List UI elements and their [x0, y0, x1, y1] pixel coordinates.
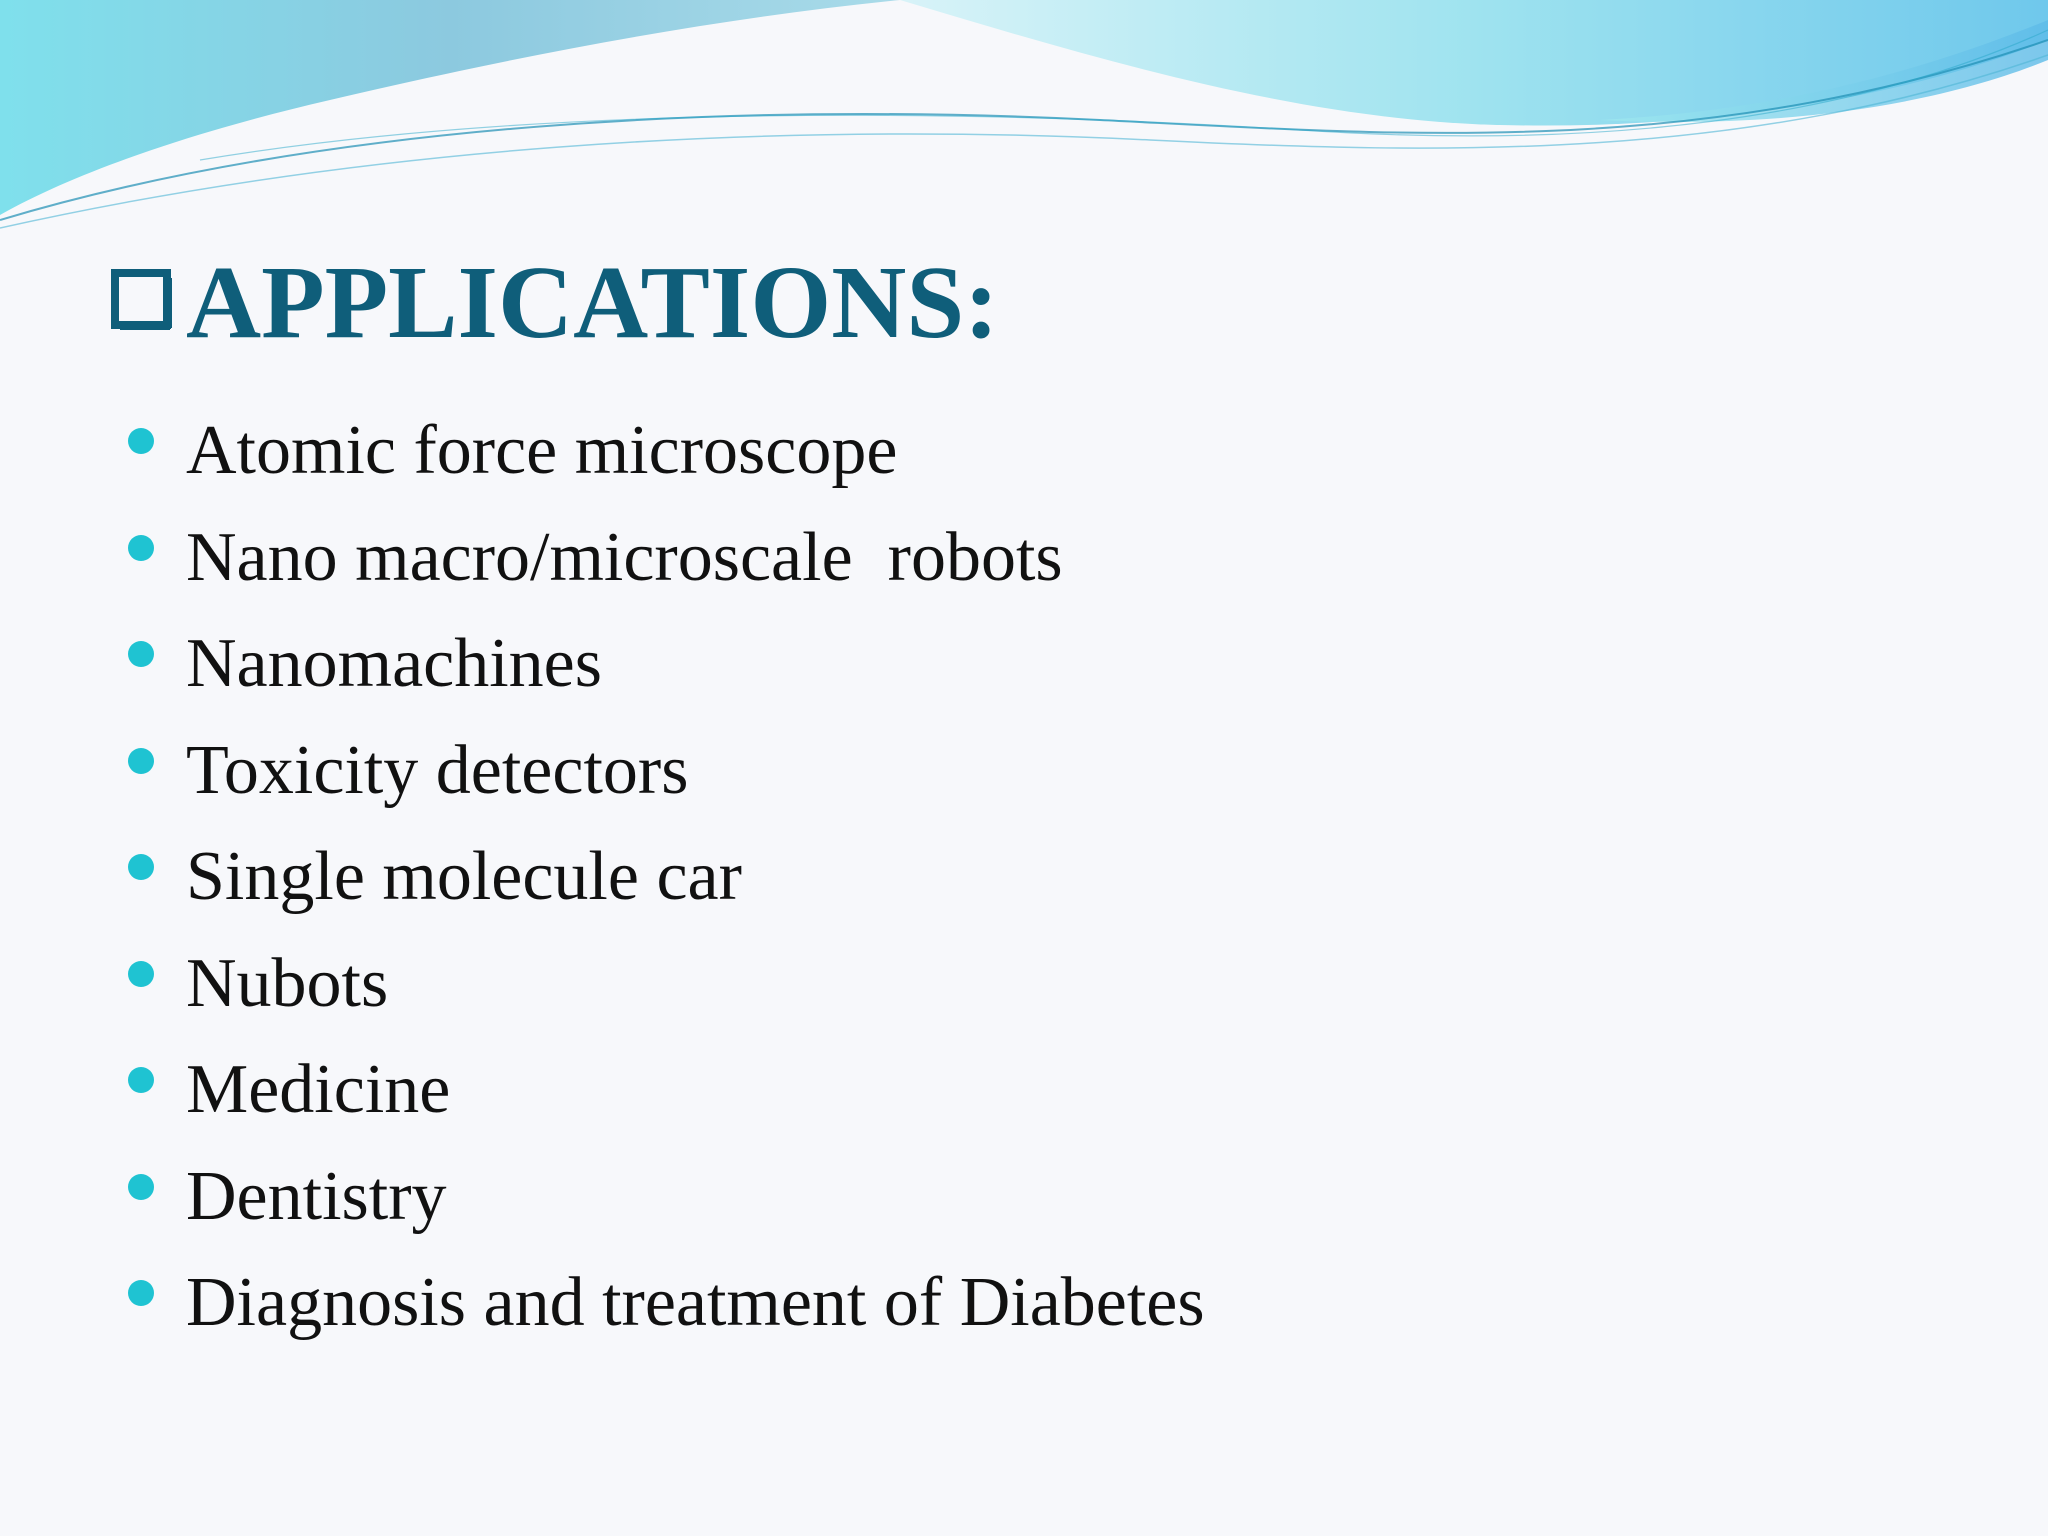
list-item [128, 824, 1205, 931]
list-item-text: Single molecule car [186, 838, 742, 916]
square-bullet-icon [108, 266, 174, 332]
list-item [128, 1250, 1205, 1357]
circle-bullet-icon [128, 961, 154, 987]
list-item [128, 1037, 1205, 1144]
list-item-text: Nanomachines [186, 625, 602, 703]
header-wave-decoration [0, 0, 2048, 240]
circle-bullet-icon [128, 428, 154, 454]
list-item [128, 505, 1205, 612]
circle-bullet-icon [128, 1174, 154, 1200]
list-item-text: Atomic force microscope [186, 412, 898, 490]
slide-title [108, 238, 999, 368]
list-item-text: Medicine [186, 1051, 451, 1129]
circle-bullet-icon [128, 1067, 154, 1093]
list-item [128, 931, 1205, 1038]
list-item [128, 1144, 1205, 1251]
list-item-text: Toxicity detectors [186, 731, 689, 809]
applications-list [128, 398, 1205, 1357]
list-item-text: Nubots [186, 944, 389, 1022]
slide-title-text: APPLICATIONS: [186, 245, 999, 360]
circle-bullet-icon [128, 748, 154, 774]
list-item-text: Nano macro/microscale robots [186, 518, 1063, 596]
list-item-text: Dentistry [186, 1157, 447, 1235]
circle-bullet-icon [128, 854, 154, 880]
circle-bullet-icon [128, 641, 154, 667]
list-item [128, 718, 1205, 825]
circle-bullet-icon [128, 535, 154, 561]
circle-bullet-icon [128, 1280, 154, 1306]
list-item-text: Diagnosis and treatment of Diabetes [186, 1264, 1205, 1342]
list-item [128, 611, 1205, 718]
list-item [128, 398, 1205, 505]
